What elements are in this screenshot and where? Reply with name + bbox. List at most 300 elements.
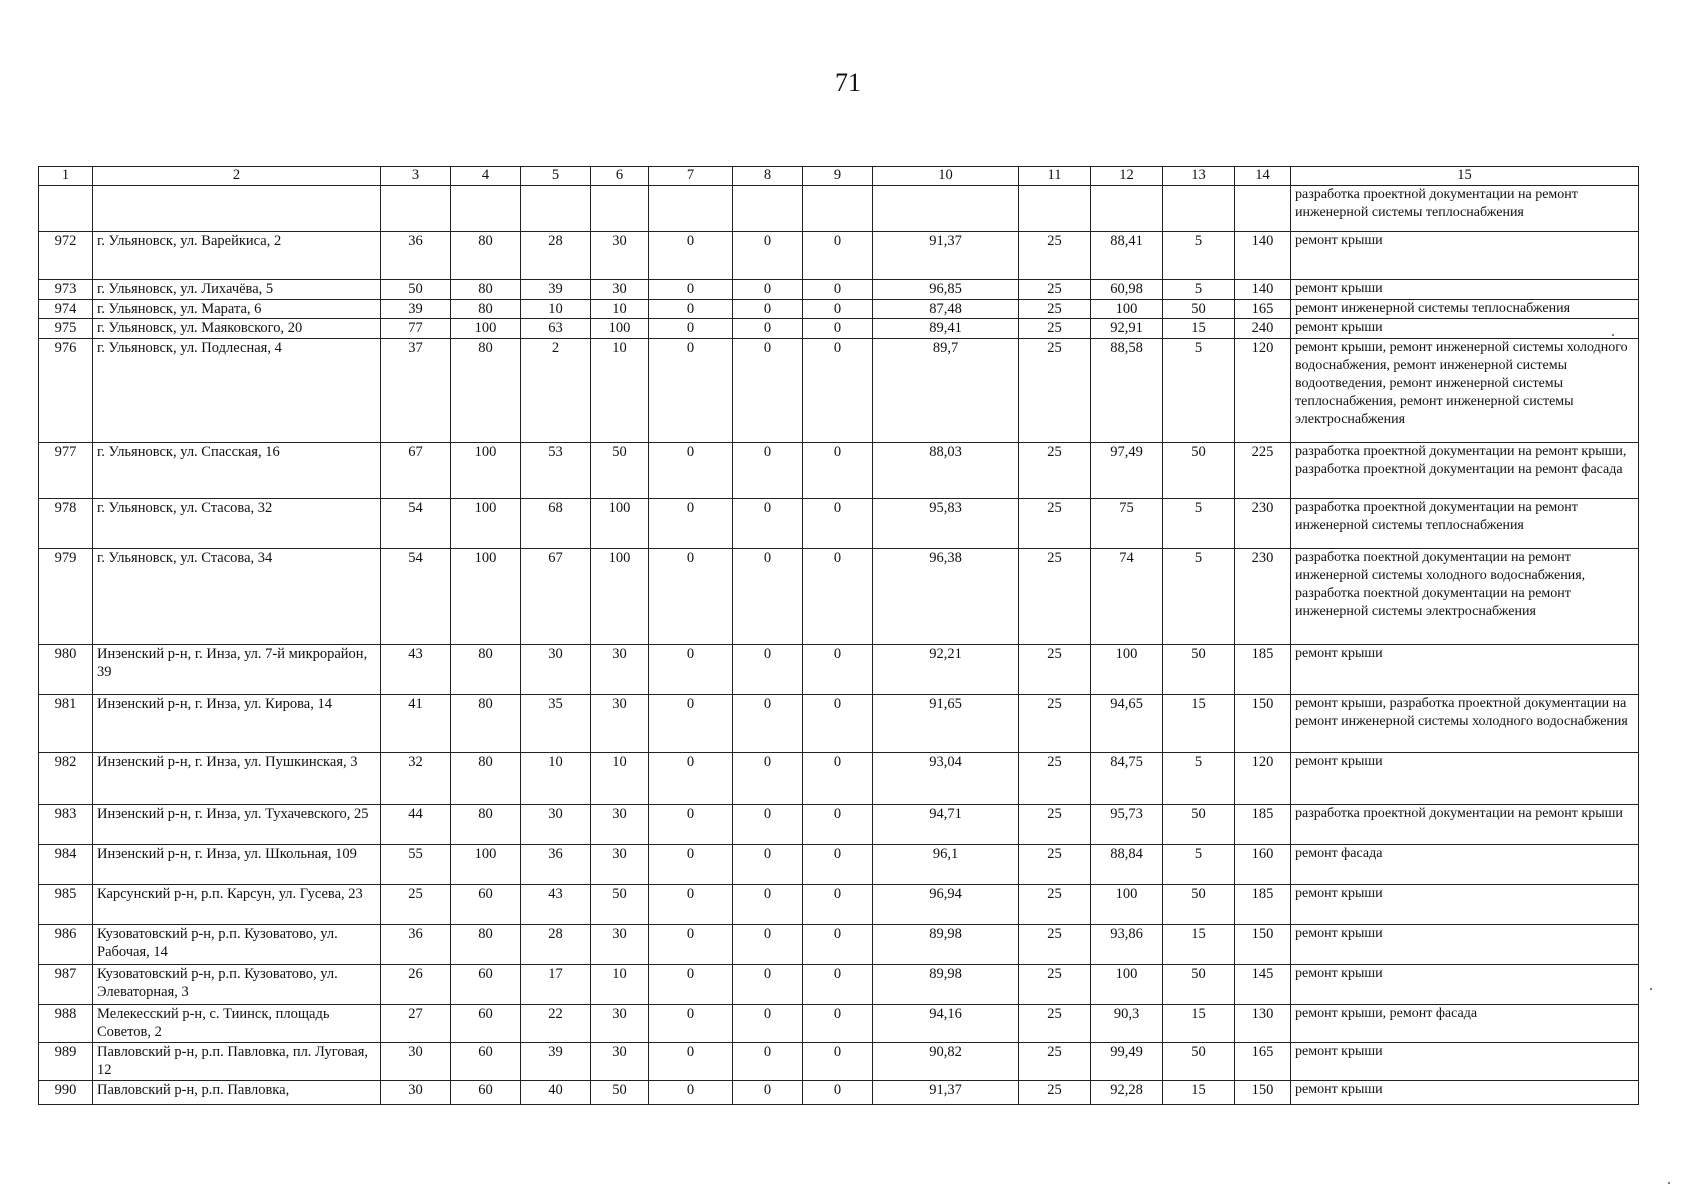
value-cell-col-9: 0 — [803, 319, 873, 339]
work-type-cell: ремонт крыши, разработка проектной документации на ремонт инженерной системы холодного водоснабжения — [1291, 695, 1639, 753]
value-cell-col-3: 26 — [381, 965, 451, 1005]
value-cell-col-10: 96,85 — [873, 280, 1019, 300]
value-cell-col-3: 44 — [381, 805, 451, 845]
value-cell-col-14: 150 — [1235, 695, 1291, 753]
table-row — [39, 885, 1639, 925]
address-cell: Павловский р-н, р.п. Павловка, — [93, 1081, 381, 1105]
value-cell-col-8: 0 — [733, 1081, 803, 1105]
value-cell-col-13: 50 — [1163, 885, 1235, 925]
value-cell-col-3: 30 — [381, 1081, 451, 1105]
value-cell-col-3 — [381, 186, 451, 232]
value-cell-col-11: 25 — [1019, 549, 1091, 645]
value-cell-col-4: 100 — [451, 319, 521, 339]
scan-speck — [1668, 1182, 1670, 1184]
value-cell-col-12: 88,41 — [1091, 232, 1163, 280]
value-cell-col-3: 43 — [381, 645, 451, 695]
value-cell-col-6: 30 — [591, 1005, 649, 1043]
value-cell-col-10: 89,98 — [873, 925, 1019, 965]
value-cell-col-11: 25 — [1019, 232, 1091, 280]
value-cell-col-10: 89,98 — [873, 965, 1019, 1005]
row-number: 978 — [39, 499, 93, 549]
value-cell-col-14: 145 — [1235, 965, 1291, 1005]
column-number-9: 9 — [803, 167, 873, 186]
value-cell-col-10: 91,37 — [873, 232, 1019, 280]
value-cell-col-7: 0 — [649, 925, 733, 965]
value-cell-col-4: 80 — [451, 300, 521, 319]
value-cell-col-12: 100 — [1091, 645, 1163, 695]
value-cell-col-8: 0 — [733, 645, 803, 695]
value-cell-col-9: 0 — [803, 645, 873, 695]
value-cell-col-8: 0 — [733, 753, 803, 805]
value-cell-col-10: 90,82 — [873, 1043, 1019, 1081]
address-cell: Мелекесский р-н, с. Тиинск, площадь Советов, 2 — [93, 1005, 381, 1043]
value-cell-col-8: 0 — [733, 232, 803, 280]
value-cell-col-7: 0 — [649, 549, 733, 645]
value-cell-col-8 — [733, 186, 803, 232]
value-cell-col-14: 140 — [1235, 280, 1291, 300]
value-cell-col-12 — [1091, 186, 1163, 232]
value-cell-col-7: 0 — [649, 319, 733, 339]
column-number-15: 15 — [1291, 167, 1639, 186]
work-type-cell: ремонт крыши, ремонт фасада — [1291, 1005, 1639, 1043]
value-cell-col-13: 15 — [1163, 695, 1235, 753]
column-number-row — [39, 167, 1639, 186]
value-cell-col-14: 150 — [1235, 925, 1291, 965]
value-cell-col-4: 80 — [451, 925, 521, 965]
table-row — [39, 1081, 1639, 1105]
row-number: 975 — [39, 319, 93, 339]
value-cell-col-3: 39 — [381, 300, 451, 319]
address-cell: г. Ульяновск, ул. Подлесная, 4 — [93, 339, 381, 443]
column-number-2: 2 — [93, 167, 381, 186]
column-number-5: 5 — [521, 167, 591, 186]
value-cell-col-5: 30 — [521, 645, 591, 695]
value-cell-col-7: 0 — [649, 645, 733, 695]
value-cell-col-4: 100 — [451, 845, 521, 885]
value-cell-col-6 — [591, 186, 649, 232]
value-cell-col-4: 100 — [451, 549, 521, 645]
value-cell-col-6: 100 — [591, 549, 649, 645]
value-cell-col-5: 39 — [521, 1043, 591, 1081]
table-row — [39, 186, 1639, 232]
value-cell-col-14: 140 — [1235, 232, 1291, 280]
value-cell-col-5: 30 — [521, 805, 591, 845]
address-cell: г. Ульяновск, ул. Лихачёва, 5 — [93, 280, 381, 300]
address-cell: Кузоватовский р-н, р.п. Кузоватово, ул. Элеваторная, 3 — [93, 965, 381, 1005]
value-cell-col-3: 27 — [381, 1005, 451, 1043]
value-cell-col-3: 37 — [381, 339, 451, 443]
scan-speck — [1650, 988, 1652, 990]
work-type-cell: ремонт инженерной системы теплоснабжения — [1291, 300, 1639, 319]
value-cell-col-9: 0 — [803, 1043, 873, 1081]
value-cell-col-13: 50 — [1163, 645, 1235, 695]
value-cell-col-3: 77 — [381, 319, 451, 339]
address-cell: г. Ульяновск, ул. Варейкиса, 2 — [93, 232, 381, 280]
value-cell-col-12: 94,65 — [1091, 695, 1163, 753]
table-row — [39, 232, 1639, 280]
column-number-11: 11 — [1019, 167, 1091, 186]
work-type-cell: разработка поектной документации на ремонт инженерной системы холодного водоснабжения, разработка поектной документации на ремонт инженерной системы электроснабжения — [1291, 549, 1639, 645]
address-cell: Инзенский р-н, г. Инза, ул. Кирова, 14 — [93, 695, 381, 753]
work-type-cell: ремонт крыши, ремонт инженерной системы холодного водоснабжения, ремонт инженерной системы водоотведения, ремонт инженерной системы теплоснабжения, ремонт инженерной системы электроснабжения — [1291, 339, 1639, 443]
value-cell-col-3: 54 — [381, 549, 451, 645]
value-cell-col-11: 25 — [1019, 845, 1091, 885]
value-cell-col-7: 0 — [649, 965, 733, 1005]
value-cell-col-12: 95,73 — [1091, 805, 1163, 845]
value-cell-col-6: 30 — [591, 645, 649, 695]
value-cell-col-10: 94,71 — [873, 805, 1019, 845]
value-cell-col-12: 74 — [1091, 549, 1163, 645]
column-number-12: 12 — [1091, 167, 1163, 186]
row-number: 987 — [39, 965, 93, 1005]
value-cell-col-8: 0 — [733, 339, 803, 443]
value-cell-col-10: 89,41 — [873, 319, 1019, 339]
value-cell-col-3: 32 — [381, 753, 451, 805]
value-cell-col-6: 30 — [591, 845, 649, 885]
value-cell-col-5: 28 — [521, 232, 591, 280]
value-cell-col-13: 5 — [1163, 232, 1235, 280]
table-row — [39, 280, 1639, 300]
value-cell-col-8: 0 — [733, 885, 803, 925]
table-row — [39, 1005, 1639, 1043]
value-cell-col-13 — [1163, 186, 1235, 232]
value-cell-col-13: 15 — [1163, 1081, 1235, 1105]
value-cell-col-12: 84,75 — [1091, 753, 1163, 805]
value-cell-col-7: 0 — [649, 805, 733, 845]
table-row — [39, 499, 1639, 549]
value-cell-col-14: 185 — [1235, 885, 1291, 925]
column-number-7: 7 — [649, 167, 733, 186]
value-cell-col-8: 0 — [733, 300, 803, 319]
value-cell-col-5: 39 — [521, 280, 591, 300]
table-row — [39, 845, 1639, 885]
value-cell-col-5: 28 — [521, 925, 591, 965]
value-cell-col-12: 90,3 — [1091, 1005, 1163, 1043]
repair-program-table — [38, 166, 1639, 1105]
address-cell — [93, 186, 381, 232]
row-number: 985 — [39, 885, 93, 925]
value-cell-col-9: 0 — [803, 232, 873, 280]
column-number-4: 4 — [451, 167, 521, 186]
table-row — [39, 443, 1639, 499]
table-row — [39, 965, 1639, 1005]
value-cell-col-5 — [521, 186, 591, 232]
column-number-10: 10 — [873, 167, 1019, 186]
row-number: 976 — [39, 339, 93, 443]
value-cell-col-14: 130 — [1235, 1005, 1291, 1043]
value-cell-col-13: 15 — [1163, 1005, 1235, 1043]
value-cell-col-4: 60 — [451, 1081, 521, 1105]
work-type-cell: ремонт фасада — [1291, 845, 1639, 885]
value-cell-col-5: 68 — [521, 499, 591, 549]
value-cell-col-4: 80 — [451, 753, 521, 805]
value-cell-col-13: 15 — [1163, 925, 1235, 965]
value-cell-col-7: 0 — [649, 443, 733, 499]
value-cell-col-11 — [1019, 186, 1091, 232]
value-cell-col-10: 96,1 — [873, 845, 1019, 885]
value-cell-col-6: 10 — [591, 339, 649, 443]
value-cell-col-8: 0 — [733, 443, 803, 499]
value-cell-col-13: 50 — [1163, 1043, 1235, 1081]
value-cell-col-7: 0 — [649, 280, 733, 300]
value-cell-col-4: 60 — [451, 885, 521, 925]
page-number: 71 — [835, 68, 861, 97]
value-cell-col-10: 94,16 — [873, 1005, 1019, 1043]
value-cell-col-6: 30 — [591, 280, 649, 300]
value-cell-col-9: 0 — [803, 280, 873, 300]
value-cell-col-7: 0 — [649, 885, 733, 925]
value-cell-col-10: 87,48 — [873, 300, 1019, 319]
value-cell-col-5: 35 — [521, 695, 591, 753]
value-cell-col-11: 25 — [1019, 925, 1091, 965]
value-cell-col-8: 0 — [733, 925, 803, 965]
value-cell-col-6: 30 — [591, 1043, 649, 1081]
table-row — [39, 753, 1639, 805]
row-number: 974 — [39, 300, 93, 319]
value-cell-col-8: 0 — [733, 280, 803, 300]
value-cell-col-3: 30 — [381, 1043, 451, 1081]
value-cell-col-14: 160 — [1235, 845, 1291, 885]
value-cell-col-9 — [803, 186, 873, 232]
work-type-cell: ремонт крыши — [1291, 885, 1639, 925]
row-number — [39, 186, 93, 232]
value-cell-col-5: 36 — [521, 845, 591, 885]
value-cell-col-13: 50 — [1163, 443, 1235, 499]
value-cell-col-14: 165 — [1235, 300, 1291, 319]
address-cell: Кузоватовский р-н, р.п. Кузоватово, ул. Рабочая, 14 — [93, 925, 381, 965]
value-cell-col-12: 97,49 — [1091, 443, 1163, 499]
row-number: 990 — [39, 1081, 93, 1105]
value-cell-col-14: 230 — [1235, 549, 1291, 645]
value-cell-col-6: 50 — [591, 885, 649, 925]
table-row — [39, 319, 1639, 339]
value-cell-col-11: 25 — [1019, 645, 1091, 695]
row-number: 977 — [39, 443, 93, 499]
table-body — [39, 186, 1639, 1105]
value-cell-col-9: 0 — [803, 885, 873, 925]
value-cell-col-7: 0 — [649, 232, 733, 280]
value-cell-col-3: 41 — [381, 695, 451, 753]
value-cell-col-10: 88,03 — [873, 443, 1019, 499]
value-cell-col-10: 96,94 — [873, 885, 1019, 925]
value-cell-col-11: 25 — [1019, 1005, 1091, 1043]
value-cell-col-5: 67 — [521, 549, 591, 645]
work-type-cell: ремонт крыши — [1291, 965, 1639, 1005]
value-cell-col-10: 95,83 — [873, 499, 1019, 549]
work-type-cell: ремонт крыши — [1291, 1081, 1639, 1105]
value-cell-col-6: 100 — [591, 499, 649, 549]
value-cell-col-5: 17 — [521, 965, 591, 1005]
value-cell-col-13: 5 — [1163, 845, 1235, 885]
value-cell-col-14: 185 — [1235, 645, 1291, 695]
value-cell-col-11: 25 — [1019, 695, 1091, 753]
value-cell-col-11: 25 — [1019, 300, 1091, 319]
value-cell-col-12: 100 — [1091, 965, 1163, 1005]
table-row — [39, 339, 1639, 443]
value-cell-col-11: 25 — [1019, 1043, 1091, 1081]
work-type-cell: ремонт крыши — [1291, 319, 1639, 339]
column-number-8: 8 — [733, 167, 803, 186]
value-cell-col-4: 80 — [451, 805, 521, 845]
value-cell-col-13: 5 — [1163, 339, 1235, 443]
value-cell-col-5: 53 — [521, 443, 591, 499]
value-cell-col-10 — [873, 186, 1019, 232]
address-cell: Инзенский р-н, г. Инза, ул. Школьная, 109 — [93, 845, 381, 885]
value-cell-col-7: 0 — [649, 695, 733, 753]
row-number: 984 — [39, 845, 93, 885]
value-cell-col-10: 89,7 — [873, 339, 1019, 443]
value-cell-col-4: 80 — [451, 232, 521, 280]
value-cell-col-7: 0 — [649, 1081, 733, 1105]
row-number: 981 — [39, 695, 93, 753]
value-cell-col-5: 2 — [521, 339, 591, 443]
value-cell-col-11: 25 — [1019, 339, 1091, 443]
value-cell-col-6: 10 — [591, 965, 649, 1005]
value-cell-col-9: 0 — [803, 300, 873, 319]
value-cell-col-12: 88,84 — [1091, 845, 1163, 885]
work-type-cell: разработка проектной документации на ремонт крыши — [1291, 805, 1639, 845]
value-cell-col-6: 100 — [591, 319, 649, 339]
address-cell: Инзенский р-н, г. Инза, ул. Пушкинская, 3 — [93, 753, 381, 805]
value-cell-col-9: 0 — [803, 695, 873, 753]
value-cell-col-11: 25 — [1019, 753, 1091, 805]
value-cell-col-13: 50 — [1163, 805, 1235, 845]
value-cell-col-9: 0 — [803, 499, 873, 549]
value-cell-col-7: 0 — [649, 845, 733, 885]
value-cell-col-14: 225 — [1235, 443, 1291, 499]
address-cell: Павловский р-н, р.п. Павловка, пл. Луговая, 12 — [93, 1043, 381, 1081]
address-cell: г. Ульяновск, ул. Стасова, 34 — [93, 549, 381, 645]
value-cell-col-13: 15 — [1163, 319, 1235, 339]
row-number: 989 — [39, 1043, 93, 1081]
work-type-cell: ремонт крыши — [1291, 232, 1639, 280]
value-cell-col-7 — [649, 186, 733, 232]
value-cell-col-6: 30 — [591, 805, 649, 845]
value-cell-col-12: 99,49 — [1091, 1043, 1163, 1081]
value-cell-col-7: 0 — [649, 499, 733, 549]
value-cell-col-8: 0 — [733, 845, 803, 885]
column-number-6: 6 — [591, 167, 649, 186]
value-cell-col-8: 0 — [733, 319, 803, 339]
value-cell-col-9: 0 — [803, 443, 873, 499]
column-number-3: 3 — [381, 167, 451, 186]
value-cell-col-11: 25 — [1019, 885, 1091, 925]
work-type-cell: ремонт крыши — [1291, 280, 1639, 300]
value-cell-col-12: 88,58 — [1091, 339, 1163, 443]
value-cell-col-12: 92,91 — [1091, 319, 1163, 339]
value-cell-col-10: 92,21 — [873, 645, 1019, 695]
value-cell-col-13: 5 — [1163, 549, 1235, 645]
value-cell-col-12: 93,86 — [1091, 925, 1163, 965]
value-cell-col-13: 50 — [1163, 300, 1235, 319]
work-type-cell: ремонт крыши — [1291, 925, 1639, 965]
value-cell-col-11: 25 — [1019, 499, 1091, 549]
value-cell-col-4: 80 — [451, 280, 521, 300]
value-cell-col-7: 0 — [649, 300, 733, 319]
row-number: 983 — [39, 805, 93, 845]
value-cell-col-12: 92,28 — [1091, 1081, 1163, 1105]
work-type-cell: ремонт крыши — [1291, 753, 1639, 805]
value-cell-col-6: 50 — [591, 1081, 649, 1105]
value-cell-col-13: 5 — [1163, 753, 1235, 805]
value-cell-col-9: 0 — [803, 965, 873, 1005]
row-number: 988 — [39, 1005, 93, 1043]
value-cell-col-6: 10 — [591, 300, 649, 319]
value-cell-col-9: 0 — [803, 549, 873, 645]
value-cell-col-7: 0 — [649, 1005, 733, 1043]
value-cell-col-9: 0 — [803, 805, 873, 845]
scan-speck — [1612, 334, 1614, 336]
value-cell-col-10: 96,38 — [873, 549, 1019, 645]
table-row — [39, 549, 1639, 645]
value-cell-col-9: 0 — [803, 1081, 873, 1105]
value-cell-col-8: 0 — [733, 1043, 803, 1081]
value-cell-col-3: 36 — [381, 925, 451, 965]
value-cell-col-8: 0 — [733, 965, 803, 1005]
value-cell-col-3: 36 — [381, 232, 451, 280]
value-cell-col-8: 0 — [733, 1005, 803, 1043]
value-cell-col-6: 30 — [591, 695, 649, 753]
work-type-cell: ремонт крыши — [1291, 1043, 1639, 1081]
value-cell-col-11: 25 — [1019, 280, 1091, 300]
value-cell-col-3: 54 — [381, 499, 451, 549]
row-number: 979 — [39, 549, 93, 645]
value-cell-col-3: 55 — [381, 845, 451, 885]
value-cell-col-11: 25 — [1019, 965, 1091, 1005]
column-number-14: 14 — [1235, 167, 1291, 186]
value-cell-col-10: 91,37 — [873, 1081, 1019, 1105]
value-cell-col-5: 22 — [521, 1005, 591, 1043]
table-row — [39, 805, 1639, 845]
table-row — [39, 645, 1639, 695]
value-cell-col-6: 10 — [591, 753, 649, 805]
value-cell-col-7: 0 — [649, 1043, 733, 1081]
value-cell-col-4: 100 — [451, 443, 521, 499]
value-cell-col-10: 93,04 — [873, 753, 1019, 805]
value-cell-col-5: 10 — [521, 300, 591, 319]
value-cell-col-14: 185 — [1235, 805, 1291, 845]
value-cell-col-14: 165 — [1235, 1043, 1291, 1081]
value-cell-col-11: 25 — [1019, 319, 1091, 339]
row-number: 986 — [39, 925, 93, 965]
address-cell: Инзенский р-н, г. Инза, ул. 7-й микрорайон, 39 — [93, 645, 381, 695]
value-cell-col-4 — [451, 186, 521, 232]
value-cell-col-8: 0 — [733, 695, 803, 753]
value-cell-col-3: 67 — [381, 443, 451, 499]
value-cell-col-5: 10 — [521, 753, 591, 805]
value-cell-col-4: 80 — [451, 695, 521, 753]
row-number: 973 — [39, 280, 93, 300]
value-cell-col-14: 150 — [1235, 1081, 1291, 1105]
column-number-1: 1 — [39, 167, 93, 186]
table-row — [39, 300, 1639, 319]
value-cell-col-3: 50 — [381, 280, 451, 300]
value-cell-col-6: 30 — [591, 232, 649, 280]
value-cell-col-11: 25 — [1019, 443, 1091, 499]
value-cell-col-12: 75 — [1091, 499, 1163, 549]
value-cell-col-12: 100 — [1091, 885, 1163, 925]
value-cell-col-4: 60 — [451, 1005, 521, 1043]
value-cell-col-3: 25 — [381, 885, 451, 925]
value-cell-col-4: 80 — [451, 339, 521, 443]
value-cell-col-11: 25 — [1019, 805, 1091, 845]
value-cell-col-9: 0 — [803, 339, 873, 443]
work-type-cell: ремонт крыши — [1291, 645, 1639, 695]
table-row — [39, 1043, 1639, 1081]
value-cell-col-14: 240 — [1235, 319, 1291, 339]
row-number: 980 — [39, 645, 93, 695]
value-cell-col-4: 60 — [451, 965, 521, 1005]
